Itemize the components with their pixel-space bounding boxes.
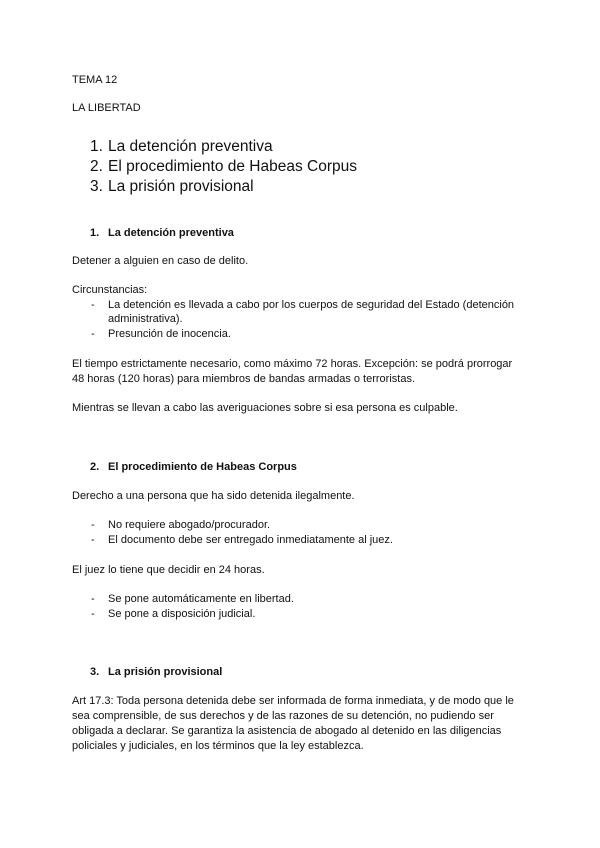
section-heading: El procedimiento de Habeas Corpus (108, 461, 297, 473)
paragraph: El juez lo tiene que decidir en 24 horas. (72, 564, 265, 576)
bullet-marker: - (91, 593, 95, 605)
section-number: 2. (90, 461, 100, 473)
paragraph: obligada a declarar. Se garantiza la asistencia de abogado al detenido en las diligencias (72, 725, 502, 737)
bullet-marker: - (91, 328, 95, 340)
bullet-marker: - (91, 534, 95, 546)
toc-item: El procedimiento de Habeas Corpus (108, 158, 357, 175)
list-item: La detención es llevada a cabo por los cuerpos de seguridad del Estado (detención (108, 299, 515, 311)
list-item-continuation: administrativa). (108, 313, 183, 325)
list-item: Se pone automáticamente en libertad. (108, 593, 294, 605)
paragraph: Detener a alguien en caso de delito. (72, 255, 249, 267)
paragraph: Mientras se llevan a cabo las averiguaciones sobre si esa persona es culpable. (72, 402, 458, 414)
section-heading: La prisión provisional (108, 666, 223, 678)
list-item: El documento debe ser entregado inmediatamente al juez. (108, 534, 393, 546)
paragraph: Derecho a una persona que ha sido detenida ilegalmente. (72, 490, 355, 502)
paragraph: El tiempo estrictamente necesario, como máximo 72 horas. Excepción: se podrá prorrogar (72, 358, 513, 370)
paragraph: Circunstancias: (72, 284, 148, 296)
bullet-marker: - (91, 608, 95, 620)
bullet-marker: - (91, 299, 95, 311)
section-heading: La detención preventiva (108, 227, 234, 239)
toc-item: La detención preventiva (108, 138, 273, 155)
list-item: Se pone a disposición judicial. (108, 608, 256, 620)
bullet-marker: - (91, 519, 95, 531)
section-number: 1. (90, 227, 100, 239)
page-title: LA LIBERTAD (72, 102, 141, 114)
toc-number: 3. (90, 178, 103, 195)
paragraph: sea comprensible, de sus derechos y de las razones de su detención, no pudiendo ser (72, 710, 494, 722)
paragraph: 48 horas (120 horas) para miembros de bandas armadas o terroristas. (72, 373, 416, 385)
section-number: 3. (90, 666, 100, 678)
tema-label: TEMA 12 (72, 74, 118, 86)
paragraph: policiales y judiciales, en los términos que la ley establezca. (72, 740, 364, 752)
toc-item: La prisión provisional (108, 178, 254, 195)
list-item: Presunción de inocencia. (108, 328, 231, 340)
toc-number: 1. (90, 138, 103, 155)
toc-number: 2. (90, 158, 103, 175)
list-item: No requiere abogado/procurador. (108, 519, 271, 531)
paragraph: Art 17.3: Toda persona detenida debe ser informada de forma inmediata, y de modo que le (72, 695, 514, 707)
